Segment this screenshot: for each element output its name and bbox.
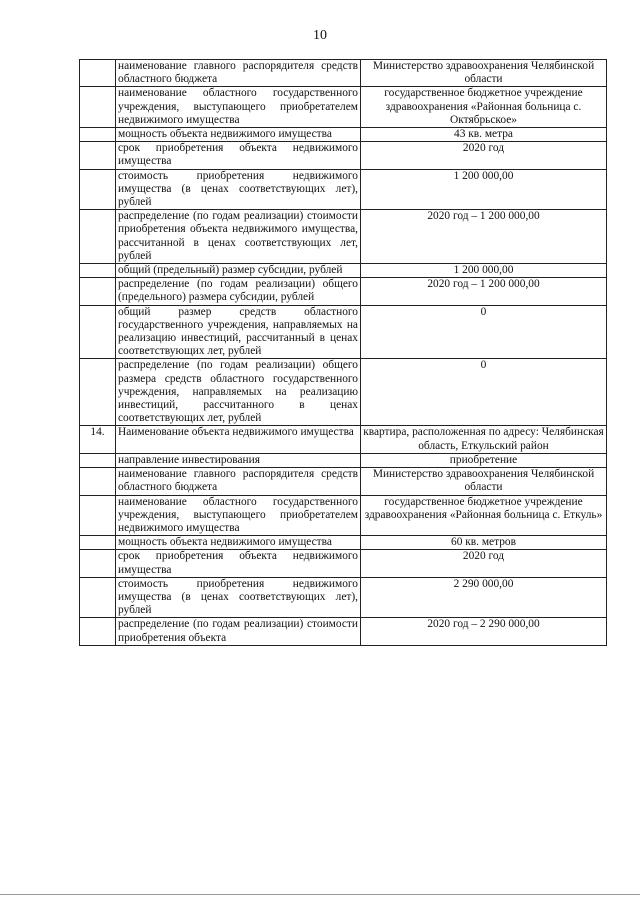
table-row <box>80 536 607 550</box>
parameter-name: распределение (по годам реализации) стоимости приобретения объекта <box>116 618 361 645</box>
row-number <box>80 618 116 645</box>
parameter-value: 60 кв. метров <box>361 536 607 550</box>
parameter-name: мощность объекта недвижимого имущества <box>116 536 361 550</box>
row-number <box>80 142 116 169</box>
parameter-value: 2020 год – 2 290 000,00 <box>361 618 607 645</box>
parameter-value: 43 кв. метра <box>361 128 607 142</box>
row-number <box>80 87 116 128</box>
parameter-name: Наименование объекта недвижимого имущества <box>116 426 361 453</box>
table-row <box>80 495 607 536</box>
table-row <box>80 142 607 169</box>
parameter-name: распределение (по годам реализации) стоимости приобретения объекта недвижимого имущества, рассчитанной в ценах соответствующих лет, рублей <box>116 210 361 264</box>
row-number <box>80 550 116 577</box>
page-bottom-edge <box>0 894 640 895</box>
parameter-name: стоимость приобретения недвижимого имущества (в ценах соответствующих лет), рублей <box>116 169 361 210</box>
parameter-name: срок приобретения объекта недвижимого имущества <box>116 550 361 577</box>
table-row <box>80 128 607 142</box>
parameter-name: наименование главного распорядителя средств областного бюджета <box>116 60 361 87</box>
parameter-value: приобретение <box>361 453 607 467</box>
table-row <box>80 468 607 495</box>
parameter-value: Министерство здравоохранения Челябинской области <box>361 468 607 495</box>
parameter-name: распределение (по годам реализации) общего размера средств областного государственного учреждения, направляемых на реализацию инвестиций, рассчитанного в ценах соответствующих лет, рублей <box>116 359 361 426</box>
table-row <box>80 577 607 618</box>
table-row <box>80 210 607 264</box>
parameter-value: 2020 год <box>361 550 607 577</box>
parameter-value: 0 <box>361 359 607 426</box>
page-number: 10 <box>313 28 327 43</box>
parameter-name: общий (предельный) размер субсидии, рублей <box>116 264 361 278</box>
parameter-value: 2 290 000,00 <box>361 577 607 618</box>
parameter-name: стоимость приобретения недвижимого имущества (в ценах соответствующих лет), рублей <box>116 577 361 618</box>
parameter-value: 0 <box>361 305 607 359</box>
row-number <box>80 453 116 467</box>
parameter-value: 2020 год – 1 200 000,00 <box>361 210 607 264</box>
parameter-name: наименование областного государственного учреждения, выступающего приобретателем недвижимого имущества <box>116 87 361 128</box>
table-row <box>80 169 607 210</box>
table-row <box>80 264 607 278</box>
parameter-value: государственное бюджетное учреждение здравоохранения «Районная больница с. Еткуль» <box>361 495 607 536</box>
row-number <box>80 210 116 264</box>
parameter-name: распределение (по годам реализации) общего (предельного) размера субсидии, рублей <box>116 278 361 305</box>
table-row <box>80 550 607 577</box>
parameter-name: общий размер средств областного государственного учреждения, направляемых на реализацию инвестиций, рассчитанный в ценах соответствующих лет, рублей <box>116 305 361 359</box>
parameter-name: направление инвестирования <box>116 453 361 467</box>
row-number: 14. <box>80 426 116 453</box>
parameter-value: государственное бюджетное учреждение здравоохранения «Районная больница с. Октябрьское» <box>361 87 607 128</box>
row-number <box>80 169 116 210</box>
row-number <box>80 128 116 142</box>
table-row <box>80 618 607 645</box>
parameter-value: 1 200 000,00 <box>361 264 607 278</box>
row-number <box>80 577 116 618</box>
parameter-name: наименование областного государственного учреждения, выступающего приобретателем недвижимого имущества <box>116 495 361 536</box>
parameter-value: 1 200 000,00 <box>361 169 607 210</box>
row-number <box>80 495 116 536</box>
row-number <box>80 536 116 550</box>
row-number <box>80 60 116 87</box>
parameter-value: квартира, расположенная по адресу: Челябинская область, Еткульский район <box>361 426 607 453</box>
parameter-value: 2020 год <box>361 142 607 169</box>
parameter-value: Министерство здравоохранения Челябинской области <box>361 60 607 87</box>
parameter-name: наименование главного распорядителя средств областного бюджета <box>116 468 361 495</box>
parameter-name: срок приобретения объекта недвижимого имущества <box>116 142 361 169</box>
table-row <box>80 278 607 305</box>
row-number <box>80 264 116 278</box>
table-row <box>80 305 607 359</box>
parameter-value: 2020 год – 1 200 000,00 <box>361 278 607 305</box>
parameter-name: мощность объекта недвижимого имущества <box>116 128 361 142</box>
table-row <box>80 359 607 426</box>
row-number <box>80 468 116 495</box>
row-number <box>80 359 116 426</box>
row-number <box>80 278 116 305</box>
investment-table <box>79 59 607 646</box>
table-row <box>80 426 607 453</box>
table-row <box>80 60 607 87</box>
table-row <box>80 453 607 467</box>
row-number <box>80 305 116 359</box>
table-row <box>80 87 607 128</box>
